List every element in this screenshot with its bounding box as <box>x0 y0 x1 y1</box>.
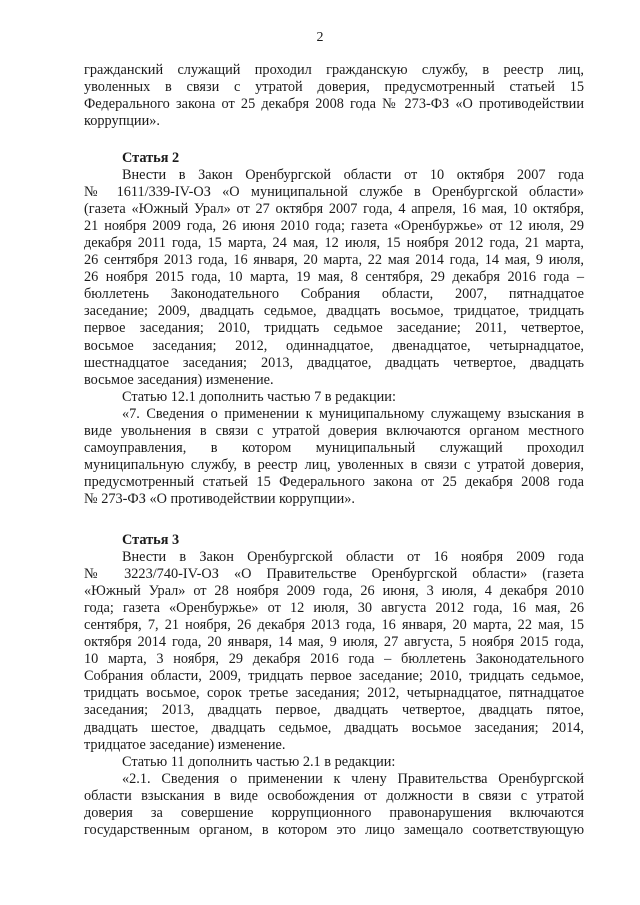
text-line: восьмое заседания; 2012, одиннадцатое, двенадцатое, четырнадцатое, <box>84 337 584 354</box>
text-line: восьмое заседания) изменение. <box>84 371 274 388</box>
text-line: виде увольнения в связи с утратой доверия включаются органом местного <box>84 422 584 439</box>
text-line: государственным органом, в котором это лицо замещало соответствующую <box>84 821 584 838</box>
text-line: доверия за совершение коррупционного правонарушения включаются <box>84 804 584 821</box>
text-line: «7. Сведения о применении к муниципальному служащему взыскания в <box>122 405 584 422</box>
text-line: сентября, 7, 21 ноября, 26 декабря 2013 года, 16 января, 20 марта, 22 мая, 15 <box>84 617 584 634</box>
article-3-heading: Статья 3 <box>122 532 180 548</box>
text-line: первое заседания; 2010, тридцать седьмое заседание; 2011, четвертое, <box>84 320 584 337</box>
text-line: самоуправления, в котором муниципальный служащий проходил <box>84 439 584 456</box>
text-line: заседания; 2013, двадцать первое, двадцать четвертое, двадцать пятое, <box>84 702 584 719</box>
text-line: муниципальную службу, в реестр лиц, уволенных в связи с утратой доверия, <box>84 456 584 473</box>
text-line: «2.1. Сведения о применении к члену Правительства Оренбургской <box>122 770 584 787</box>
text-line: № 1611/339-IV-ОЗ «О муниципальной службе в Оренбургской области» <box>84 184 584 201</box>
text-line: заседание; 2009, двадцать седьмое, двадцать восьмое, тридцатое, тридцать <box>84 303 584 320</box>
article-2 <box>84 150 584 508</box>
text-line: № 273-ФЗ «О противодействии коррупции». <box>84 490 355 507</box>
text-line: тридцатое заседание) изменение. <box>84 736 286 753</box>
text-line: области взыскания в виде освобождения от должности в связи с утратой <box>84 787 584 804</box>
article-3-supplement: Статью 11 дополнить частью 2.1 в редакции: <box>122 753 396 770</box>
text-line: 26 сентября 2013 года, 16 января, 20 марта, 22 мая 2014 года, 14 мая, 9 июля, <box>84 252 584 269</box>
page-number: 2 <box>316 30 324 45</box>
text-line: Собрания области, 2009, тридцать первое заседание; 2010, тридцать седьмое, <box>84 668 584 685</box>
text-line: октября 2014 года, 20 января, 14 мая, 9 июля, 27 августа, 5 ноября 2015 года, <box>84 634 584 651</box>
intro-paragraph <box>84 62 584 130</box>
article-3-quote <box>84 771 584 839</box>
text-line: «Южный Урал» от 28 ноября 2009 года, 26 июня, 3 июля, 4 декабря 2010 <box>84 583 584 600</box>
text-line: № 3223/740-IV-ОЗ «О Правительстве Оренбургской области» (газета <box>84 566 584 583</box>
text-line: (газета «Южный Урал» от 27 октября 2007 года, 4 апреля, 16 мая, 10 октября, <box>84 201 584 218</box>
text-line: коррупции». <box>84 113 160 130</box>
article-3-amendment <box>84 549 584 754</box>
text-line: 26 ноября 2015 года, 10 марта, 19 мая, 8 сентября, 29 декабря 2016 года – <box>84 269 584 286</box>
text-line: шестнадцатое заседания; 2013, двадцатое, двадцать четвертое, двадцать <box>84 354 584 371</box>
text-line: года; газета «Оренбуржье» от 12 июля, 30 августа 2012 года, 16 мая, 26 <box>84 600 584 617</box>
text-line: 10 марта, 3 ноября, 29 декабря 2016 года – бюллетень Законодательного <box>84 651 584 668</box>
text-line: Внести в Закон Оренбургской области от 16 ноября 2009 года <box>122 549 584 566</box>
text-line: уволенных в связи с утратой доверия, предусмотренный статьей 15 <box>84 79 584 96</box>
article-2-heading: Статья 2 <box>122 150 180 166</box>
article-3 <box>84 532 584 839</box>
text-line: предусмотренный статьей 15 Федерального закона от 25 декабря 2008 года <box>84 473 584 490</box>
text-line: двадцать шестое, двадцать седьмое, двадцать восьмое заседания; 2014, <box>84 719 584 736</box>
article-2-quote <box>84 406 584 508</box>
text-line: Внести в Закон Оренбургской области от 10 октября 2007 года <box>122 167 584 184</box>
text-line: декабря 2011 года, 15 марта, 24 мая, 12 июля, 15 ноября 2012 года, 21 марта, <box>84 235 584 252</box>
article-2-amendment <box>84 167 584 389</box>
text-line: 21 ноября 2009 года, 26 июня 2010 года; газета «Оренбуржье» от 12 июля, 29 <box>84 218 584 235</box>
article-2-supplement: Статью 12.1 дополнить частью 7 в редакции: <box>122 388 396 405</box>
text-line: Федерального закона от 25 декабря 2008 года № 273-ФЗ «О противодействии <box>84 96 584 113</box>
text-line: бюллетень Законодательного Собрания области, 2007, пятнадцатое <box>84 286 584 303</box>
text-line: гражданский служащий проходил гражданскую службу, в реестр лиц, <box>84 62 584 78</box>
text-line: тридцать восьмое, сорок третье заседания; 2012, четырнадцатое, пятнадцатое <box>84 685 584 702</box>
